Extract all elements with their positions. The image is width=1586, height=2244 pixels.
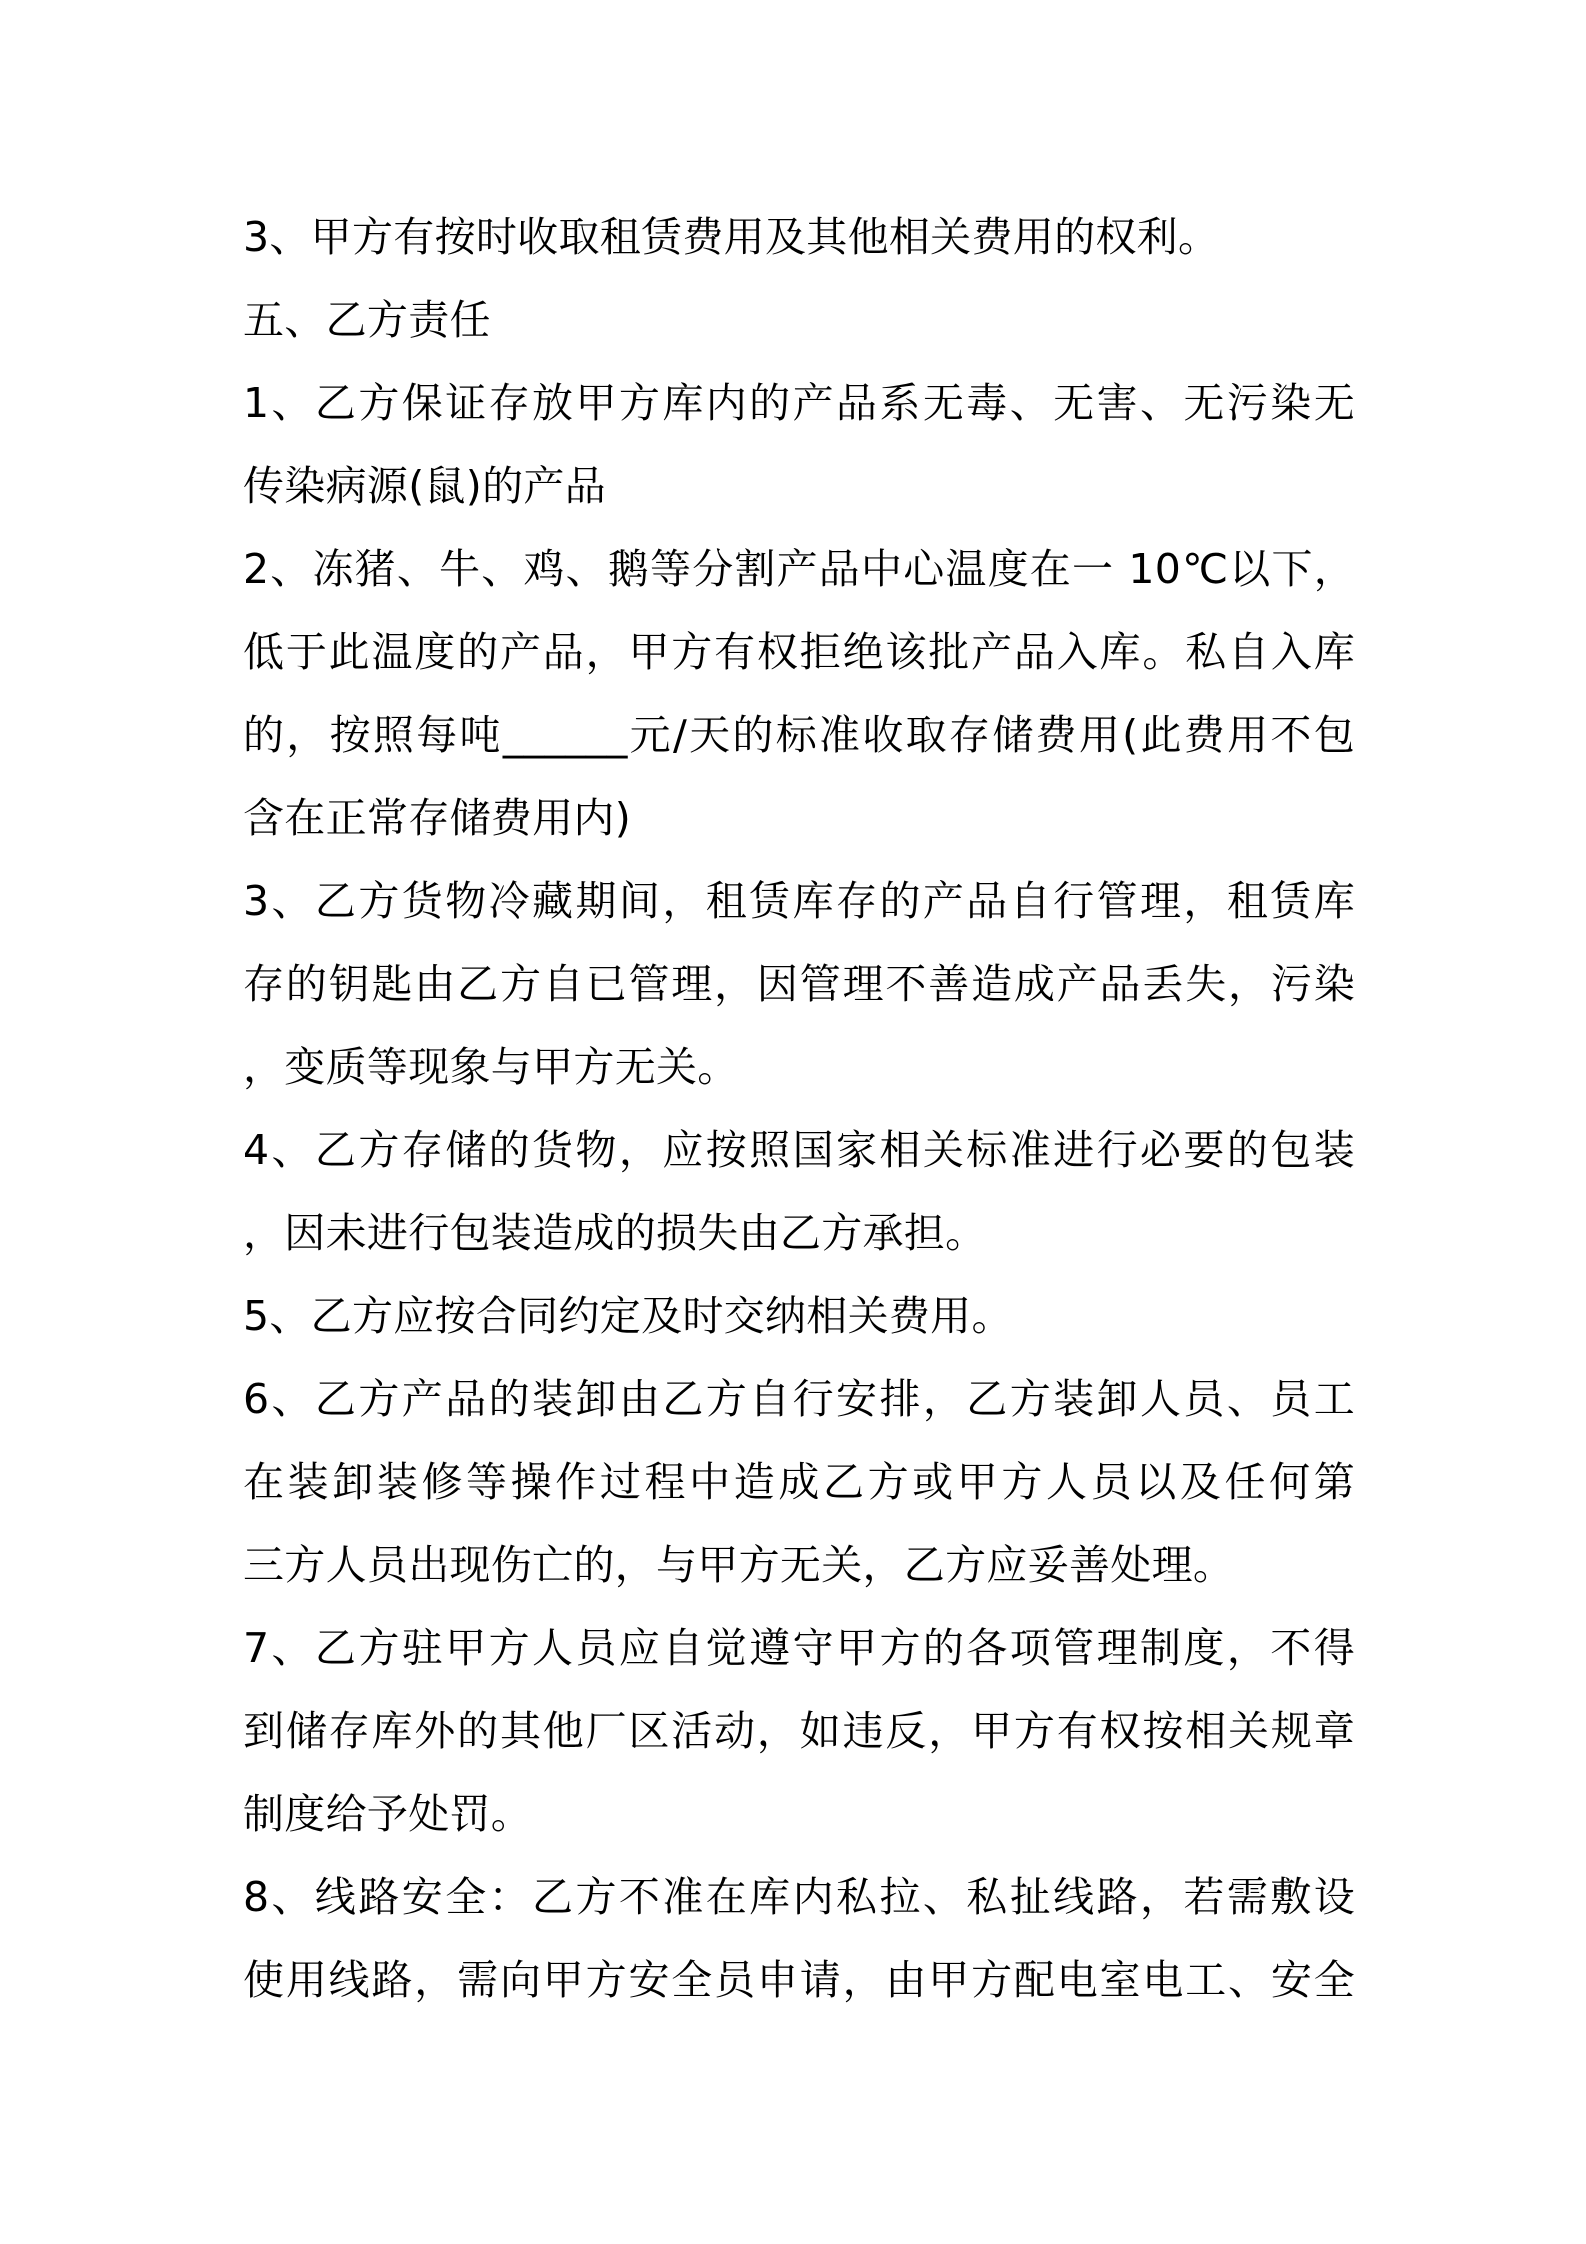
text-line: 三方人员出现伤亡的，与甲方无关，乙方应妥善处理。 xyxy=(243,1541,1235,1589)
text-line: ，变质等现象与甲方无关。 xyxy=(243,1043,739,1091)
text-line: 含在正常存储费用内) xyxy=(243,794,631,842)
text-line: 使用线路，需向甲方安全员申请，由甲方配电室电工、安全 xyxy=(243,1956,1355,2004)
text-line: 8、线路安全：乙方不准在库内私拉、私扯线路，若需敷设 xyxy=(243,1873,1355,1921)
text-line: 3、甲方有按时收取租赁费用及其他相关费用的权利。 xyxy=(243,213,1220,261)
text-line: 制度给予处罚。 xyxy=(243,1790,533,1838)
text-line: ，因未进行包装造成的损失由乙方承担。 xyxy=(243,1209,987,1257)
text-line: 在装卸装修等操作过程中造成乙方或甲方人员以及任何第 xyxy=(243,1458,1355,1506)
text-line: 4、乙方存储的货物，应按照国家相关标准进行必要的包装 xyxy=(243,1126,1355,1174)
text-line: 2、冻猪、牛、鸡、鹅等分割产品中心温度在一 10℃以下， xyxy=(243,545,1355,593)
section-heading: 五、乙方责任 xyxy=(243,296,491,344)
text-line: 的，按照每吨______元/天的标准收取存储费用(此费用不包 xyxy=(243,711,1355,759)
text-line: 7、乙方驻甲方人员应自觉遵守甲方的各项管理制度，不得 xyxy=(243,1624,1355,1672)
text-line: 存的钥匙由乙方自已管理，因管理不善造成产品丢失，污染 xyxy=(243,960,1355,1008)
text-line: 5、乙方应按合同约定及时交纳相关费用。 xyxy=(243,1292,1013,1340)
text-line: 3、乙方货物冷藏期间，租赁库存的产品自行管理，租赁库 xyxy=(243,877,1355,925)
text-line: 1、乙方保证存放甲方库内的产品系无毒、无害、无污染无 xyxy=(243,379,1355,427)
text-line: 到储存库外的其他厂区活动，如违反，甲方有权按相关规章 xyxy=(243,1707,1355,1755)
document-body xyxy=(243,196,1355,2022)
text-line: 6、乙方产品的装卸由乙方自行安排，乙方装卸人员、员工 xyxy=(243,1375,1355,1423)
text-line: 传染病源(鼠)的产品 xyxy=(243,462,606,510)
text-line: 低于此温度的产品，甲方有权拒绝该批产品入库。私自入库 xyxy=(243,628,1355,676)
